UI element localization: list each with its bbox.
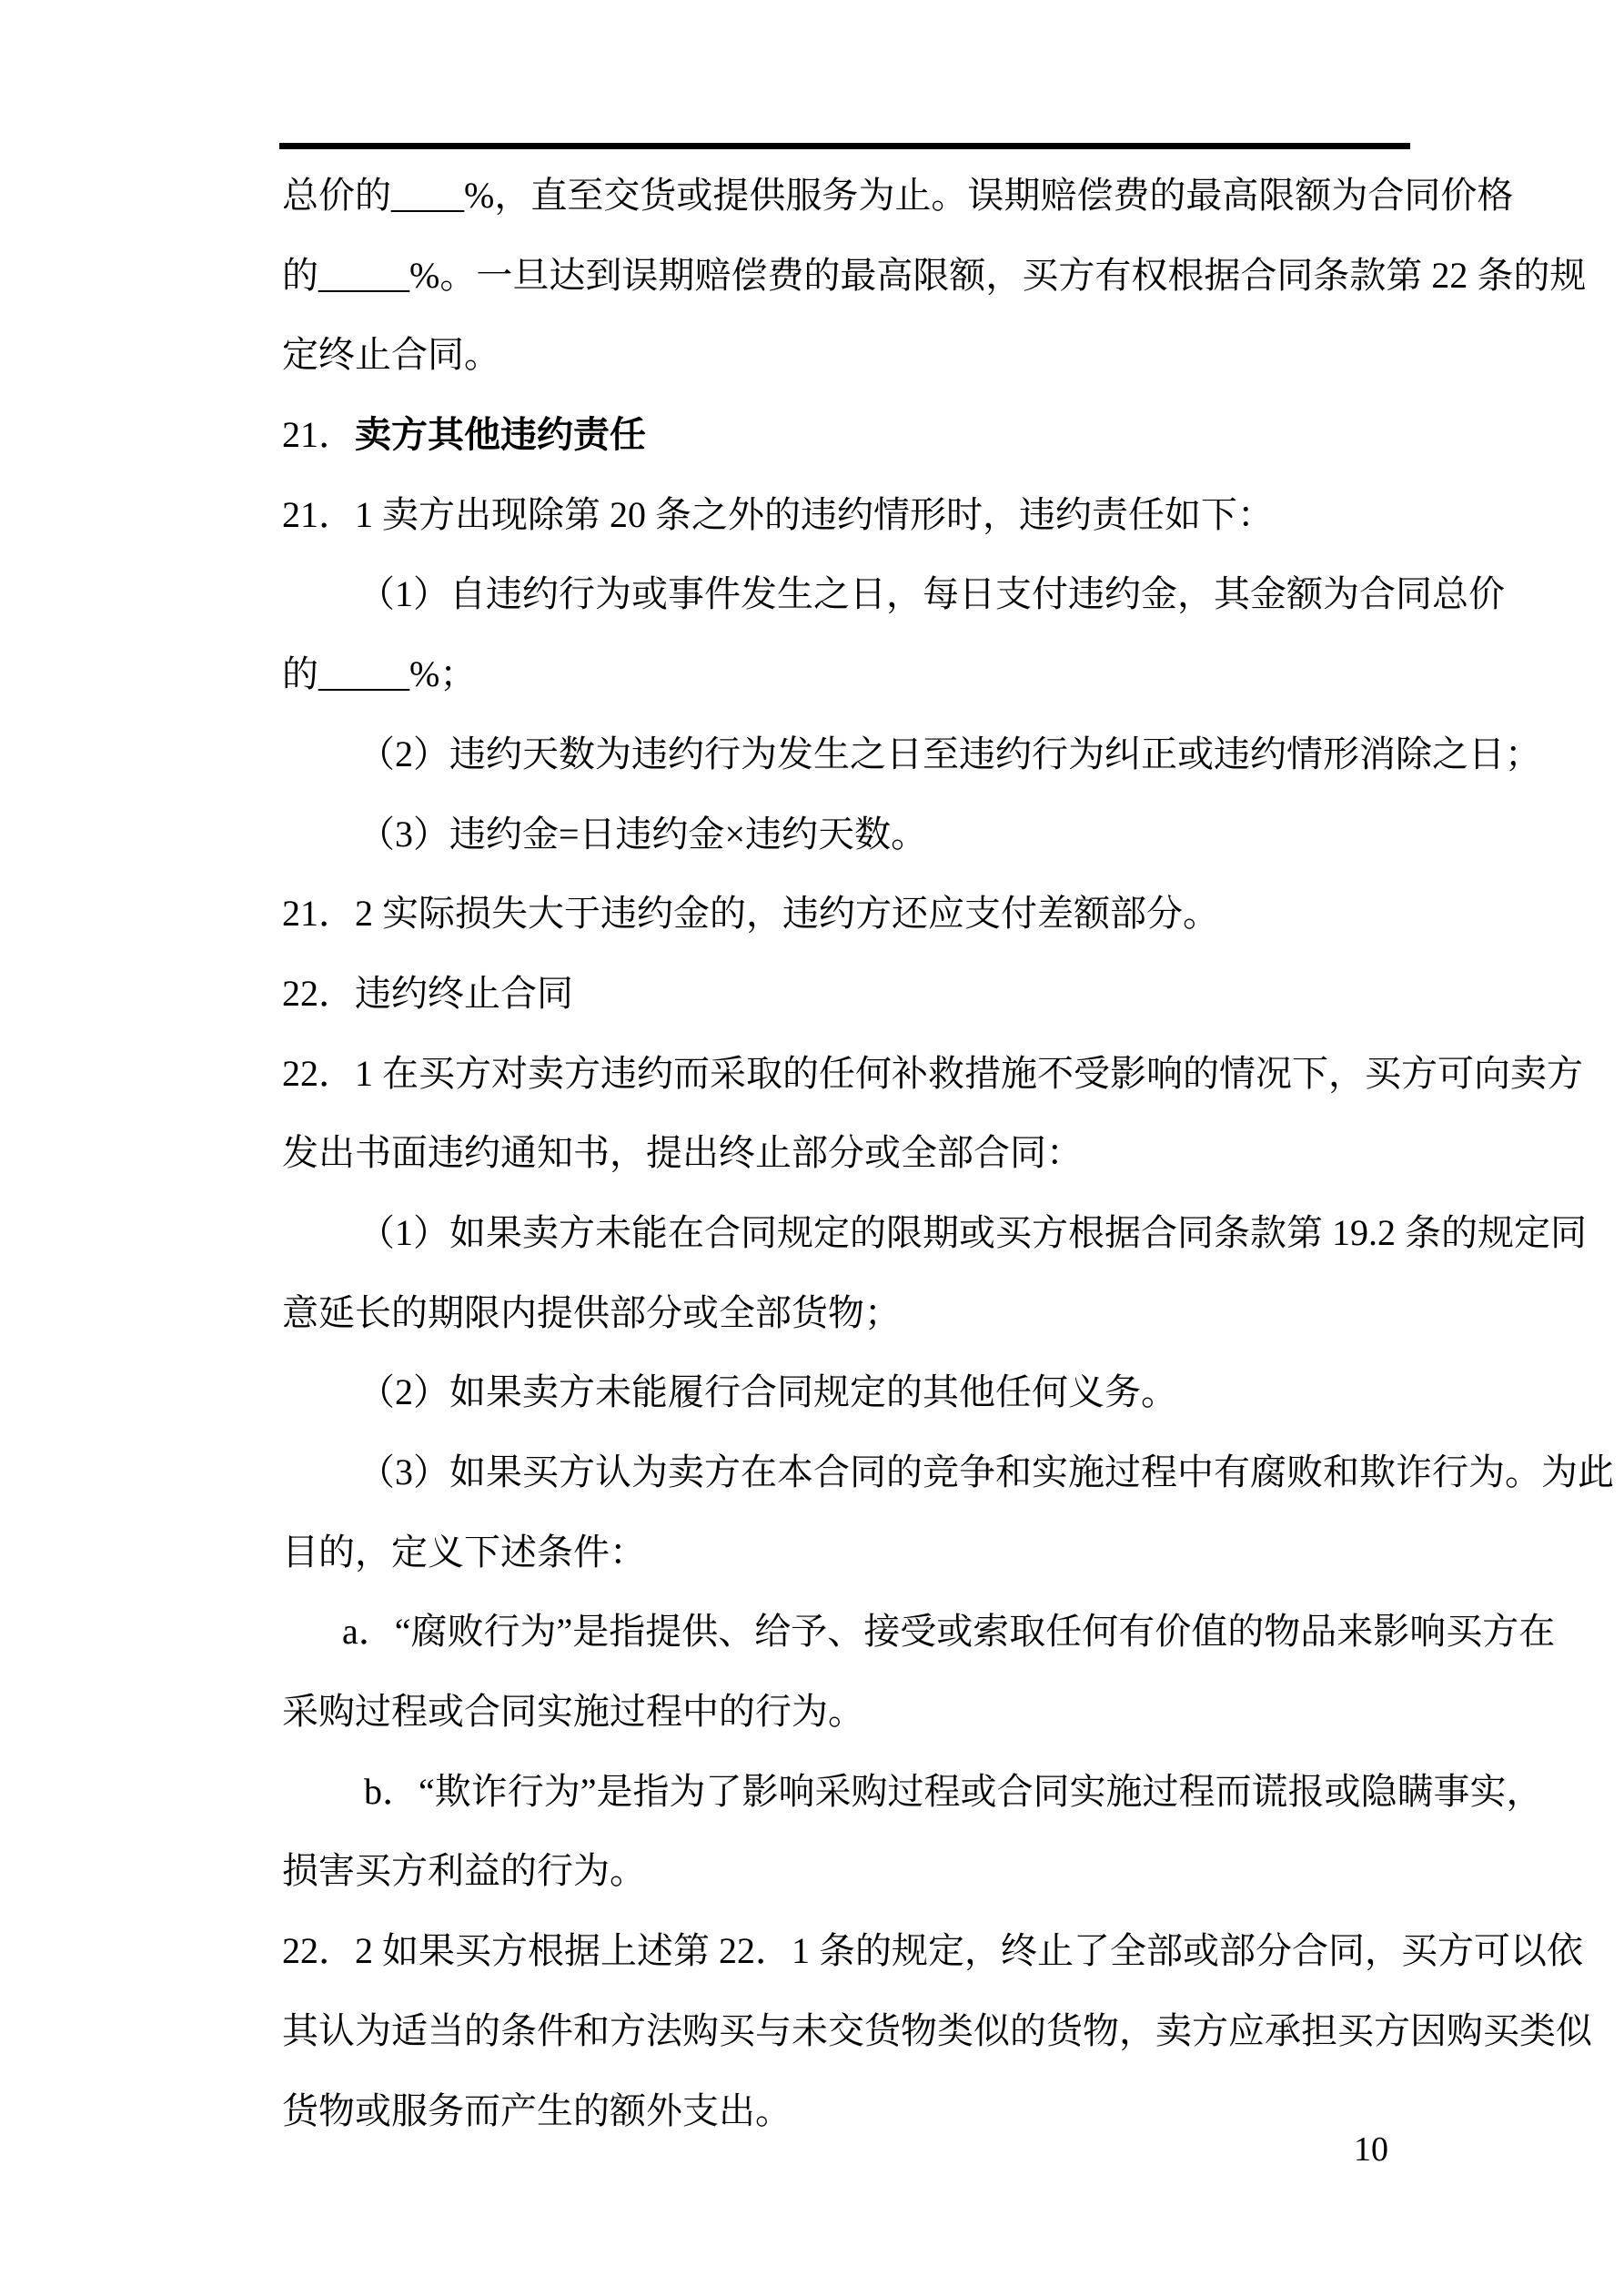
text-line: 的_____%。一旦达到误期赔偿费的最高限额，买方有权根据合同条款第 22 条的规: [282, 254, 1587, 296]
text-line: 22．1 在买方对卖方违约而采取的任何补救措施不受影响的情况下，买方可向卖方: [282, 1052, 1583, 1094]
heading-number: 21．: [282, 414, 355, 456]
text-line: a．“腐败行为”是指提供、给予、接受或索取任何有价值的物品来影响买方在: [342, 1611, 1556, 1653]
text-line: 货物或服务而产生的额外支出。: [282, 2089, 792, 2131]
header-rule: [279, 143, 1410, 149]
section-heading-21: [282, 395, 1465, 475]
text-line: 21．2 实际损失大于违约金的，违约方还应支付差额部分。: [282, 893, 1219, 935]
text-line: （3）如果买方认为卖方在本合同的竞争和实施过程中有腐败和欺诈行为。为此: [358, 1451, 1614, 1492]
heading-title: 卖方其他违约责任: [355, 414, 646, 456]
text-line: （1）自违约行为或事件发生之日，每日支付违约金，其金额为合同总价: [358, 573, 1505, 615]
document-body: [282, 156, 1614, 2150]
text-line: 总价的____%，直至交货或提供服务为止。误期赔偿费的最高限额为合同价格: [282, 175, 1514, 216]
text-line: 22．2 如果买方根据上述第 22．1 条的规定，终止了全部或部分合同，买方可以依: [282, 1930, 1583, 1972]
text-line: （1）如果卖方未能在合同规定的限期或买方根据合同条款第 19.2 条的规定同: [358, 1211, 1587, 1253]
text-line: 的_____%；: [282, 653, 477, 695]
section-heading-22: 22．违约终止合同: [282, 972, 573, 1014]
text-line: 其认为适当的条件和方法购买与未交货物类似的货物，卖方应承担买方因购买类似: [282, 2009, 1592, 2051]
text-line: （3）违约金=日违约金×违约天数。: [358, 813, 928, 855]
text-line: 损害买方利益的行为。: [282, 1850, 646, 1892]
text-line: 意延长的期限内提供部分或全部货物；: [282, 1291, 901, 1333]
text-line: （2）违约天数为违约行为发生之日至违约行为纠正或违约情形消除之日；: [358, 733, 1541, 774]
text-line: 21．1 卖方出现除第 20 条之外的违约情形时，违约责任如下：: [282, 493, 1274, 535]
text-line: 定终止合同。: [282, 334, 500, 376]
text-line: b．“欺诈行为”是指为了影响采购过程或合同实施过程而谎报或隐瞒事实，: [364, 1770, 1543, 1812]
text-line: 目的，定义下述条件：: [282, 1531, 646, 1573]
text-line: 发出书面违约通知书，提出终止部分或全部合同：: [282, 1132, 1083, 1174]
text-line: （2）如果卖方未能履行合同规定的其他任何义务。: [358, 1371, 1177, 1413]
page-number: 10: [1354, 2130, 1388, 2169]
text-line: 采购过程或合同实施过程中的行为。: [282, 1691, 864, 1733]
